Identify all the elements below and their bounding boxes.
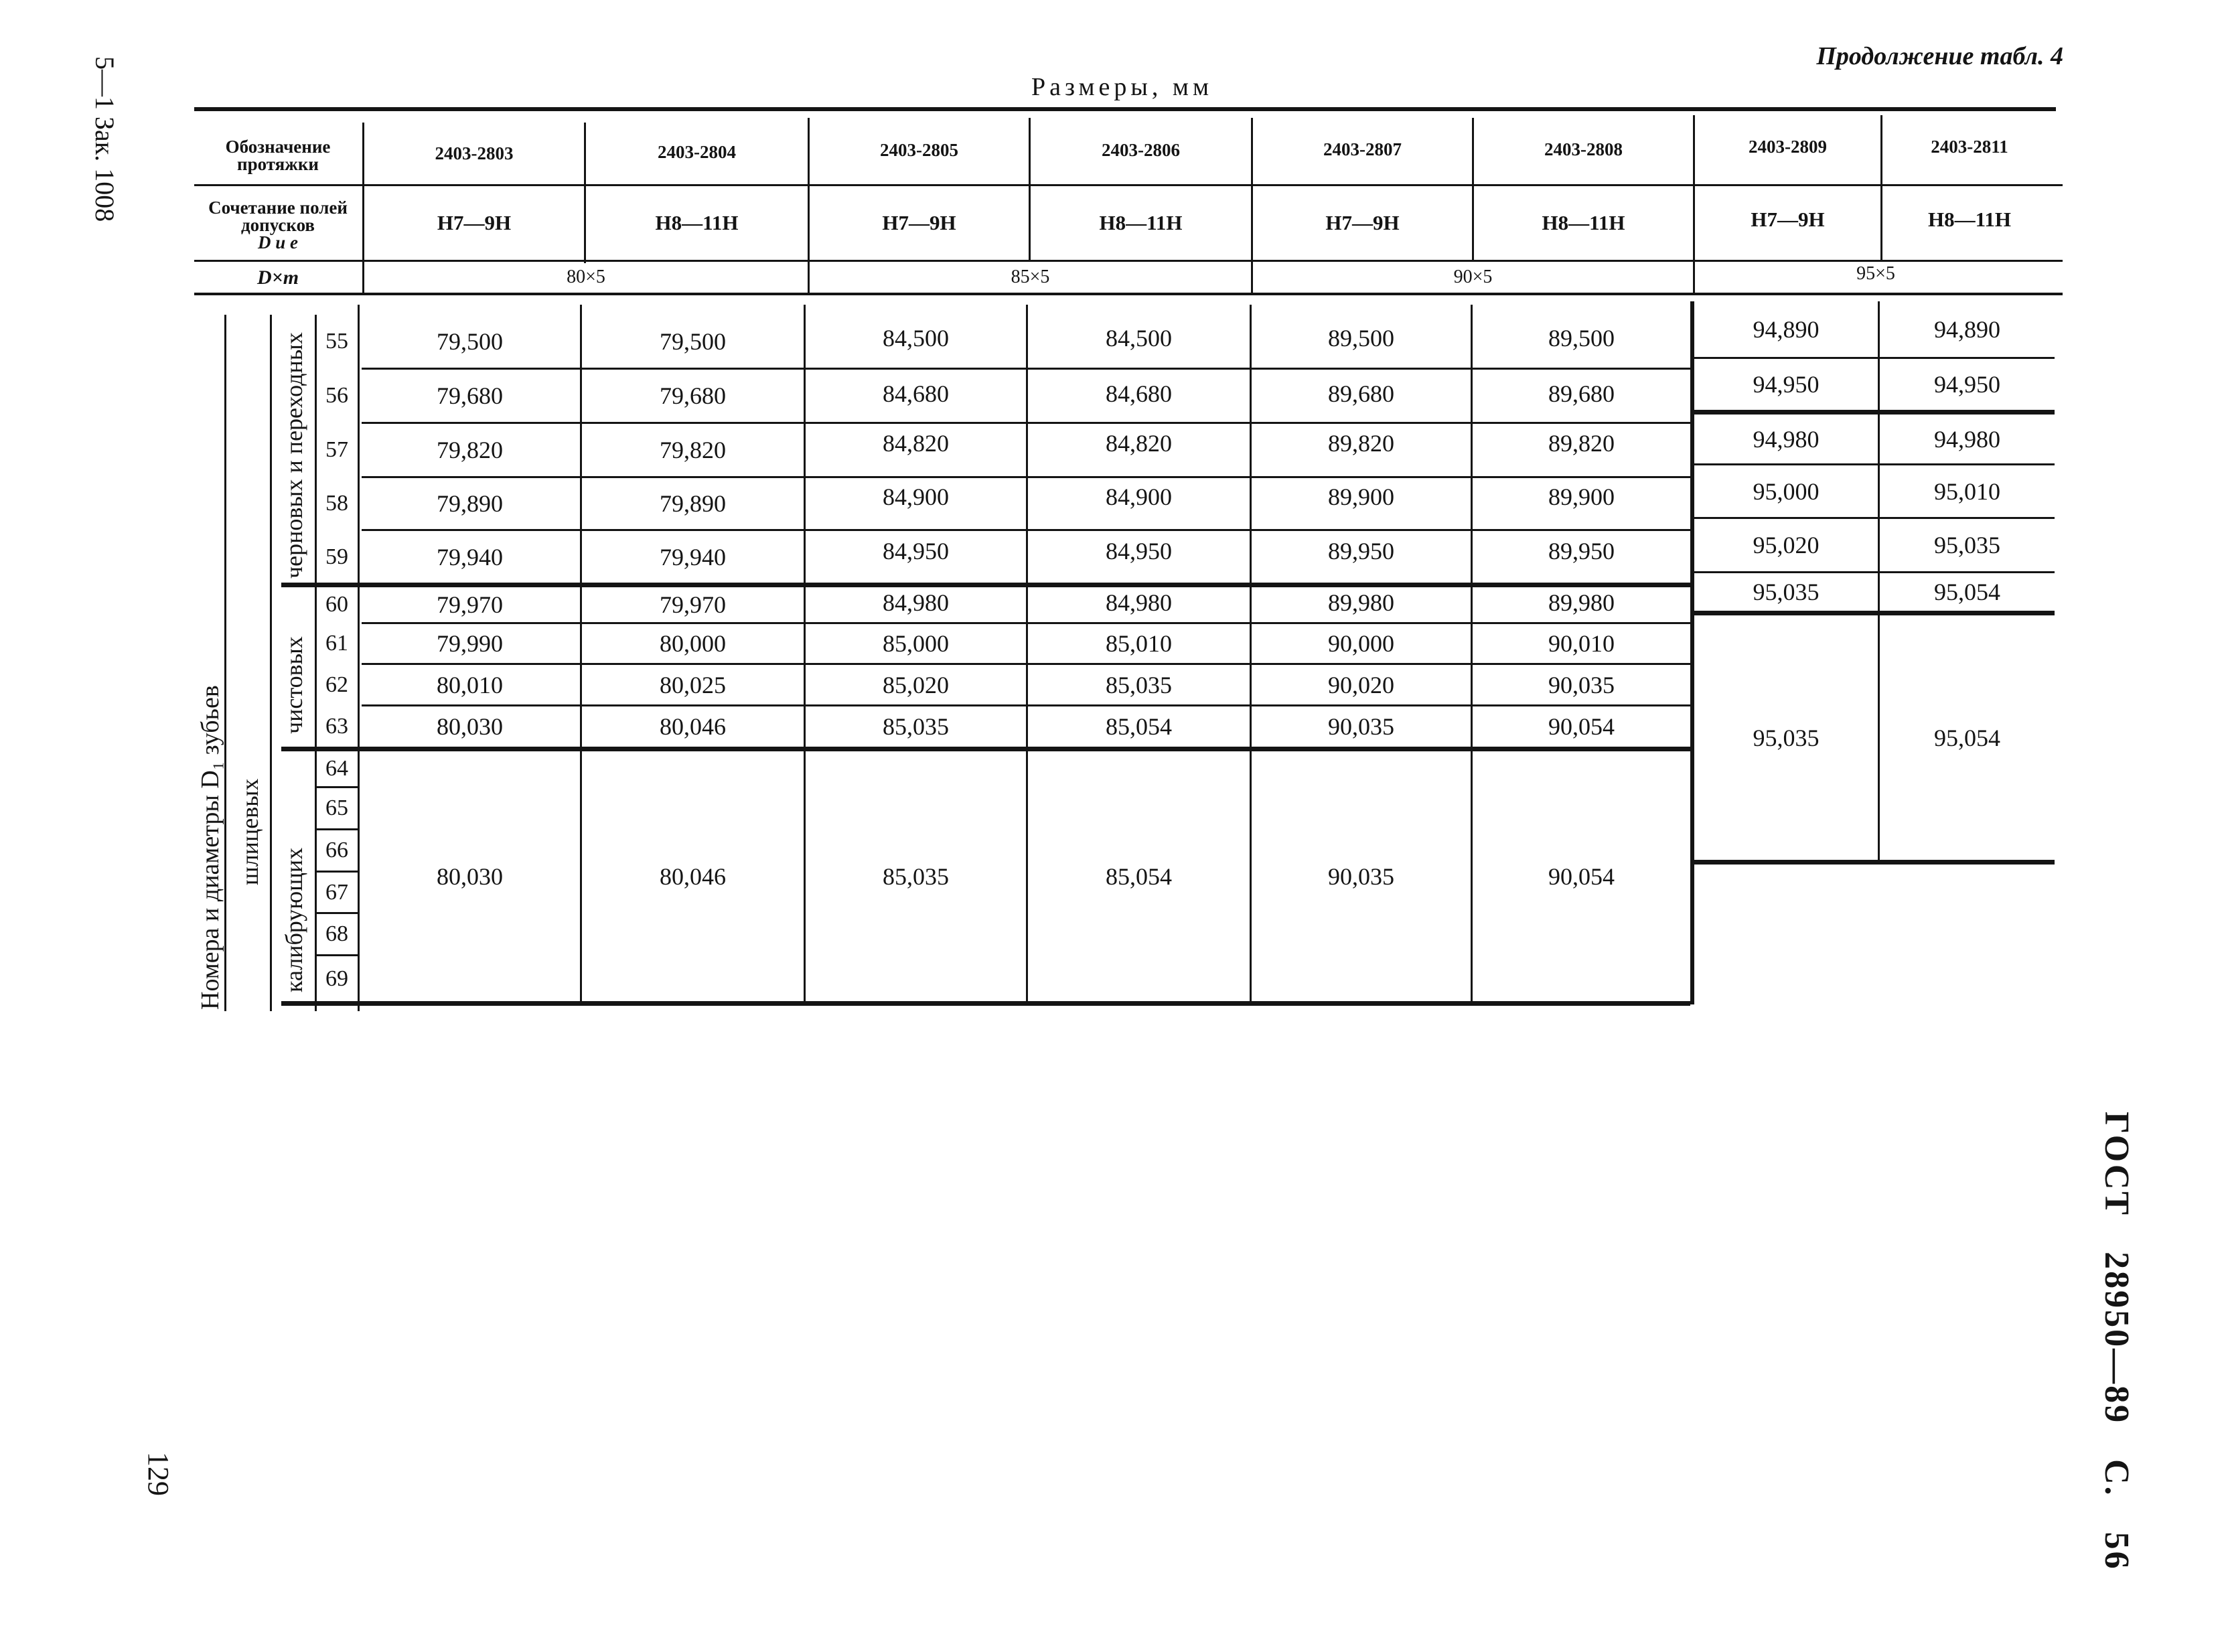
designation-label-line1: Обозначение: [225, 137, 331, 157]
calib-value: 80,046: [660, 862, 726, 890]
diameter-value: 79,820: [660, 437, 726, 463]
diameter-value: 84,500: [1106, 324, 1172, 352]
tolerance-value: H7—9H: [1751, 208, 1825, 231]
diameter-value: 94,980: [1753, 425, 1820, 453]
diameter-value: 79,940: [660, 543, 726, 571]
diameter-value: 80,046: [660, 713, 726, 740]
dxm-group: 80×5: [567, 267, 605, 287]
calib-value: 80,030: [437, 862, 503, 890]
diameter-value: 84,820: [1106, 430, 1172, 457]
tooth-number: 59: [325, 544, 348, 569]
side-note: 5—1 Зак. 1008: [90, 56, 120, 222]
tolerance-value: H7—9H: [1325, 211, 1400, 234]
diameter-value: 85,020: [883, 671, 949, 698]
broach-code: 2403-2808: [1544, 139, 1623, 159]
diameter-value: 89,950: [1548, 538, 1615, 565]
diameter-value: 84,950: [1106, 538, 1172, 565]
tooth-number: 63: [325, 714, 348, 739]
calib-value: 85,054: [1106, 862, 1172, 890]
diameter-value: 79,890: [437, 490, 503, 517]
diameter-value: 89,900: [1328, 483, 1394, 510]
designation-label-line2: протяжки: [237, 154, 319, 174]
broach-code: 2403-2805: [880, 140, 958, 160]
diameter-value: 89,980: [1328, 589, 1394, 616]
tooth-number: 66: [325, 838, 348, 862]
tolerance-value: H8—11H: [1542, 211, 1625, 234]
tooth-number: 58: [325, 491, 348, 516]
diameter-value: 89,500: [1548, 324, 1615, 352]
spline-label: шлицевых: [236, 778, 263, 885]
diameter-value: 95,054: [1934, 579, 2000, 605]
calib-value: 90,035: [1328, 862, 1394, 890]
broach-code: 2403-2804: [658, 142, 736, 162]
diameter-value: 85,000: [883, 630, 949, 657]
diameter-value: 79,680: [660, 382, 726, 409]
diameter-value: 95,010: [1934, 477, 2000, 505]
calib-group-label: калибрующих: [281, 847, 307, 992]
diameter-value: 84,980: [1106, 589, 1172, 616]
diameter-value: 84,900: [883, 483, 949, 510]
diameter-value: 89,900: [1548, 483, 1615, 510]
broach-code: 2403-2803: [435, 143, 514, 163]
diameter-value: 84,680: [883, 380, 949, 407]
diameter-value: 79,680: [437, 382, 503, 409]
diameter-value: 89,820: [1548, 430, 1615, 457]
diameter-value: 80,030: [437, 713, 503, 740]
dxm-group: 85×5: [1011, 267, 1050, 287]
diameter-value: 85,054: [1106, 713, 1172, 740]
diameter-value: 85,010: [1106, 630, 1172, 657]
diameter-value: 84,500: [883, 324, 949, 352]
units-title: Размеры, мм: [1031, 73, 1213, 101]
calib-value: 90,054: [1548, 862, 1615, 890]
tooth-number: 68: [325, 921, 348, 946]
tooth-number: 67: [325, 879, 348, 905]
tooth-number: 56: [325, 383, 348, 408]
dxm-group: 90×5: [1453, 267, 1493, 287]
tolerance-label-line3: D и e: [258, 232, 298, 252]
diameter-value: 90,000: [1328, 630, 1394, 657]
tooth-number: 62: [325, 672, 348, 697]
diameter-value: 79,820: [437, 437, 503, 463]
continuation-label: Продолжение табл. 4: [1816, 42, 2063, 70]
calib-value: 85,035: [883, 862, 949, 890]
diameter-value: 85,035: [883, 713, 949, 740]
diameter-value: 95,035: [1934, 532, 2000, 558]
tolerance-value: H8—11H: [655, 211, 739, 234]
diameter-value: 84,680: [1106, 380, 1172, 407]
diameter-value: 79,890: [660, 490, 726, 517]
diameter-value: 94,950: [1753, 371, 1820, 398]
diameter-value: 89,950: [1328, 538, 1394, 565]
broach-code: 2403-2811: [1931, 137, 2008, 157]
tolerance-label-line1: Сочетание полей: [208, 198, 348, 218]
designation-label: [194, 127, 362, 183]
diameter-value: 90,020: [1328, 671, 1394, 698]
diameter-value: 95,035: [1753, 579, 1820, 605]
tooth-number: 61: [325, 631, 348, 656]
diameter-value: 80,000: [660, 630, 726, 657]
diameter-value: 89,680: [1328, 380, 1394, 407]
diameter-value: 90,035: [1548, 671, 1615, 698]
tooth-number: 57: [325, 437, 348, 462]
broach-code: 2403-2807: [1323, 139, 1402, 159]
merged-value: 95,035: [1753, 724, 1820, 751]
diameter-value: 95,020: [1753, 532, 1820, 558]
diameter-value: 84,980: [883, 589, 949, 616]
diameter-value: 94,890: [1934, 315, 2000, 343]
diameter-value: 94,950: [1934, 371, 2000, 398]
diameter-value: 84,900: [1106, 483, 1172, 510]
tolerance-value: H7—9H: [437, 211, 512, 234]
diameter-value: 80,010: [437, 671, 503, 698]
diameter-value: 84,950: [883, 538, 949, 565]
diameter-value: 94,890: [1753, 315, 1820, 343]
diameter-value: 90,054: [1548, 713, 1615, 740]
broach-code: 2403-2806: [1102, 140, 1180, 160]
diameter-value: 85,035: [1106, 671, 1172, 698]
merged-value: 95,054: [1934, 724, 2000, 751]
finish-group-label: чистовых: [281, 636, 307, 734]
diameter-value: 79,500: [660, 327, 726, 355]
tolerance-label: [194, 190, 362, 260]
page-number: 129: [142, 1452, 175, 1496]
tooth-number: 64: [325, 756, 348, 781]
rough-group-label: черновых и переходных: [281, 332, 307, 579]
diameter-value: 89,980: [1548, 589, 1615, 616]
diameter-value: 90,010: [1548, 630, 1615, 657]
diameter-value: 79,970: [660, 591, 726, 618]
diameter-value: 79,990: [437, 630, 503, 657]
tolerance-value: H8—11H: [1099, 211, 1183, 234]
tooth-number: 55: [325, 328, 348, 354]
diameter-value: 95,000: [1753, 477, 1820, 505]
diameter-value: 89,500: [1328, 324, 1394, 352]
tolerance-value: H8—11H: [1927, 208, 2011, 231]
tooth-number: 65: [325, 796, 348, 820]
diameter-value: 90,035: [1328, 713, 1394, 740]
diameter-value: 94,980: [1934, 425, 2000, 453]
diameter-value: 79,500: [437, 327, 503, 355]
tooth-number: 60: [325, 592, 348, 617]
dxm-label: D×m: [256, 266, 299, 289]
tolerance-value: H7—9H: [882, 211, 956, 234]
tooth-number: 69: [325, 966, 348, 991]
diameter-value: 89,820: [1328, 430, 1394, 457]
diameter-value: 84,820: [883, 430, 949, 457]
tolerance-label-line2: допусков: [241, 215, 315, 235]
diameter-value: 80,025: [660, 671, 726, 698]
diameter-value: 89,680: [1548, 380, 1615, 407]
diameter-value: 79,940: [437, 543, 503, 571]
broach-code: 2403-2809: [1749, 137, 1827, 157]
diameter-value: 79,970: [437, 591, 503, 618]
teeth-label: Номера и диаметры D₁ зубьев: [196, 685, 224, 1010]
dxm-group: 95×5: [1856, 263, 1895, 284]
gost-reference: ГОСТ 28950—89 С. 56: [2097, 1112, 2136, 1571]
